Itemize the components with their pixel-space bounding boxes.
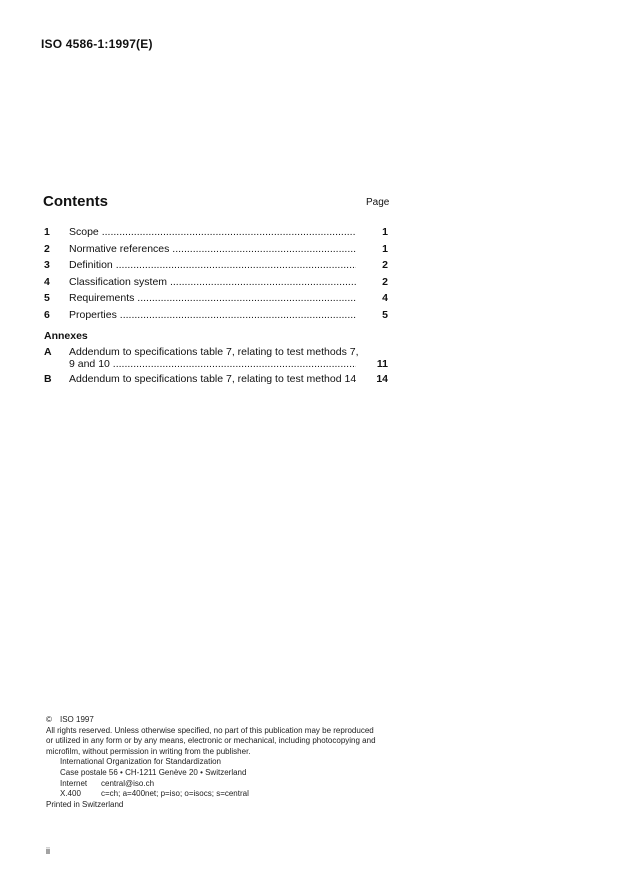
x400-address: c=ch; a=400net; p=iso; o=isocs; s=central — [101, 789, 249, 799]
toc-entry-title: Definition ..... — [69, 259, 356, 271]
annex-title-line-1: Addendum to specifications table 7, relating to test method 14 — [69, 373, 357, 385]
copyright-year: ISO 1997 — [60, 715, 94, 724]
copyright-year-line — [46, 715, 396, 726]
annexes-heading: Annexes — [44, 330, 88, 342]
rights-line-3: microfilm, without permission in writing from the publisher. — [46, 746, 251, 756]
toc-entry[interactable] — [44, 259, 390, 276]
toc-entry-page: 4 — [382, 292, 388, 305]
x400-label: X.400 — [60, 789, 81, 799]
toc-entry-number: 1 — [44, 226, 50, 238]
toc-entry-page: 5 — [382, 308, 388, 321]
toc-entry-title: Requirements ..... — [69, 292, 356, 304]
toc-entry-page: 1 — [382, 226, 388, 238]
toc-entry-title: Normative references ..... — [69, 243, 356, 255]
annex-page: 11 — [376, 358, 388, 370]
annex-letter: A — [44, 346, 52, 358]
toc-entry[interactable] — [44, 226, 390, 243]
toc-entry-title: Scope ..... — [69, 226, 356, 238]
copyright-symbol: © — [46, 715, 52, 724]
toc-entry-title: Classification system ..... — [69, 276, 356, 288]
toc-entry[interactable] — [44, 292, 390, 309]
organization-address: Case postale 56 • CH-1211 Genève 20 • Switzerland — [60, 767, 247, 777]
toc-entry[interactable] — [44, 276, 390, 293]
internet-email[interactable]: central@iso.ch — [101, 778, 155, 788]
toc-entry-title: Properties ..... — [69, 309, 356, 321]
toc-entry-number: 3 — [44, 259, 50, 272]
toc-entry-number: 4 — [44, 275, 50, 288]
toc-entry-number: 2 — [44, 242, 50, 255]
rights-line-1: All rights reserved. Unless otherwise specified, no part of this publication may be reproduced — [46, 725, 374, 735]
table-of-contents — [44, 226, 390, 326]
annex-title-line-2: 9 and 10 ..... — [69, 358, 356, 370]
toc-entry-page: 2 — [382, 259, 388, 272]
contents-title: Contents — [43, 193, 108, 210]
organization-name: International Organization for Standardization — [60, 757, 221, 767]
toc-entry-number: 5 — [44, 292, 50, 305]
annex-entry-b[interactable] — [44, 373, 390, 387]
annex-entry-a[interactable] — [44, 346, 390, 376]
toc-entry-page: 1 — [382, 242, 388, 255]
annex-title-line-1: Addendum to specifications table 7, relating to test methods 7, — [69, 346, 359, 358]
x400-line — [46, 789, 396, 800]
toc-entry[interactable] — [44, 243, 390, 260]
document-id: ISO 4586-1:1997(E) — [41, 37, 153, 51]
rights-line-2: or utilized in any form or by any means, electronic or mechanical, including photocopying and — [46, 736, 376, 746]
copyright-block — [46, 715, 396, 810]
annex-letter: B — [44, 373, 52, 385]
page-column-label: Page — [366, 197, 390, 208]
toc-entry-page: 2 — [382, 275, 388, 288]
internet-line — [46, 779, 396, 790]
toc-entry[interactable] — [44, 309, 390, 326]
page-number: ii — [46, 846, 50, 856]
internet-label: Internet — [60, 778, 88, 788]
toc-entry-number: 6 — [44, 308, 50, 321]
printed-in: Printed in Switzerland — [46, 799, 124, 809]
annex-page: 14 — [376, 373, 388, 385]
